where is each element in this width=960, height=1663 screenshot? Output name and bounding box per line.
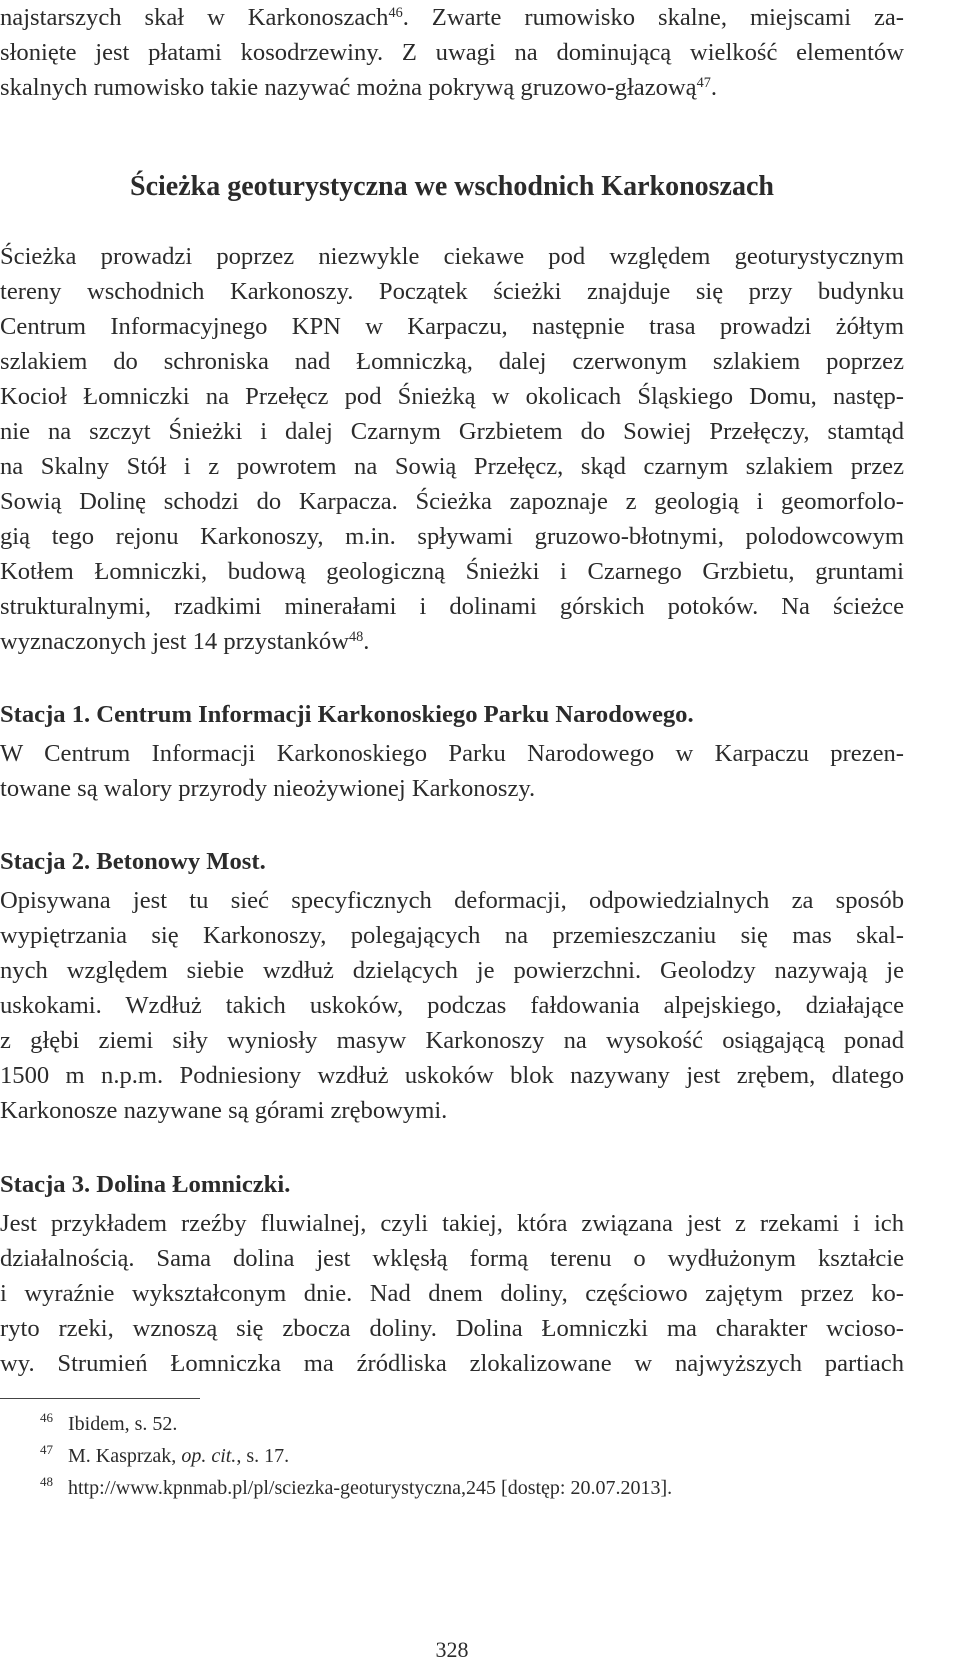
footnote-number: 46 [40, 1410, 53, 1425]
p1-line: Kotłem Łomniczki, budową geologiczną Śnieżki i Czarnego Grzbietu, gruntami [0, 558, 904, 585]
p1-line: na Skalny Stół i z powrotem na Sowią Przełęcz, skąd czarnym szlakiem przez [0, 453, 904, 480]
station-2-line: 1500 m n.p.m. Podniesiony wzdłuż uskoków blok nazywany jest zrębem, dlatego [0, 1062, 904, 1089]
p1-line: gią tego rejonu Karkonoszy, m.in. spływami gruzowo-błotnymi, polodowcowym [0, 523, 904, 550]
p1-line: Centrum Informacyjnego KPN w Karpaczu, następnie trasa prowadzi żółtym [0, 313, 904, 340]
p1-line: Kocioł Łomniczki na Przełęcz pod Śnieżką w okolicach Śląskiego Domu, następ- [0, 383, 904, 410]
station-2-line: Opisywana jest tu sieć specyficznych deformacji, odpowiedzialnych za sposób [0, 887, 904, 914]
footnote-ref-48[interactable]: 48 [348, 629, 364, 646]
intro-line-2: słonięte jest płatami kosodrzewiny. Z uwagi na dominującą wielkość elementów [0, 39, 904, 66]
station-3-title: Stacja 3. Dolina Łomniczki. [0, 1171, 291, 1198]
footnote-separator [0, 1398, 200, 1399]
station-3-line: wy. Strumień Łomniczka ma źródliska zlokalizowane w najwyższych partiach [0, 1350, 904, 1377]
station-1-line: W Centrum Informacji Karkonoskiego Parku Narodowego w Karpaczu prezen- [0, 740, 904, 767]
p1-last-line: wyznaczonych jest 14 przystanków$^{48}$. [0, 628, 370, 655]
p1-line: szlakiem do schroniska nad Łomniczką, dalej czerwonym szlakiem poprzez [0, 348, 904, 375]
footnote-ref-46[interactable]: 46 [388, 5, 403, 22]
p1-line: Ścieżka prowadzi poprzez niezwykle ciekawe pod względem geoturystycznym [0, 243, 904, 270]
section-title: Ścieżka geoturystyczna we wschodnich Karkonoszach [130, 171, 774, 202]
footnote-ref-47[interactable]: 47 [696, 75, 711, 92]
page-number: 328 [435, 1637, 469, 1662]
intro-line-3: skalnych rumowisko takie nazywać można pokrywą gruzowo-głazową$^{47}$. [0, 74, 717, 101]
p1-line: Sowią Dolinę schodzi do Karpacza. Ścieżka zapoznaje z geologią i geomorfolo- [0, 488, 904, 515]
station-2-line: wypiętrzania się Karkonoszy, polegających na przemieszczaniu się mas skal- [0, 922, 904, 949]
station-2-line: Karkonosze nazywane są górami zrębowymi. [0, 1097, 448, 1124]
station-2-line: uskokami. Wzdłuż takich uskoków, podczas fałdowania alpejskiego, działające [0, 992, 904, 1019]
station-3-line: działalnością. Sama dolina jest wklęsłą formą terenu o wydłużonym kształcie [0, 1245, 904, 1272]
station-1-title: Stacja 1. Centrum Informacji Karkonoskiego Parku Narodowego. [0, 701, 694, 728]
station-3-line: ryto rzeki, wznoszą się zbocza doliny. Dolina Łomniczki ma charakter wcioso- [0, 1315, 904, 1342]
footnote-link[interactable]: http://www.kpnmab.pl/pl/sciezka-geoturystyczna,245 [dostęp: 20.07.2013]. [68, 1477, 673, 1499]
station-2-title: Stacja 2. Betonowy Most. [0, 848, 266, 875]
footnote-number: 47 [40, 1442, 53, 1457]
station-2-line: nych względem siebie wzdłuż dzielących je powierzchni. Geolodzy nazywają je [0, 957, 904, 984]
footnote-text: Ibidem, s. 52. [68, 1413, 178, 1435]
footnote-text: M. Kasprzak, op. cit., s. 17. [68, 1445, 290, 1467]
station-1-line: towane są walory przyrody nieożywionej Karkonoszy. [0, 775, 536, 802]
p1-line: nie na szczyt Śnieżki i dalej Czarnym Grzbietem do Sowiej Przełęczy, stamtąd [0, 418, 904, 445]
intro-line-1: najstarszych skał w Karkonoszach$^{46}$. Zwarte rumowisko skalne, miejscami za- [0, 4, 904, 31]
station-3-line: Jest przykładem rzeźby fluwialnej, czyli takiej, która związana jest z rzekami i ich [0, 1210, 904, 1237]
station-3-line: i wyraźnie wykształconym dnie. Nad dnem doliny, częściowo zajętym przez ko- [0, 1280, 904, 1307]
p1-line: tereny wschodnich Karkonoszy. Początek ścieżki znajduje się przy budynku [0, 278, 904, 305]
station-2-line: z głębi ziemi siły wyniosły masyw Karkonoszy na wysokość osiągającą ponad [0, 1027, 904, 1054]
p1-line: strukturalnymi, rzadkimi minerałami i dolinami górskich potoków. Na ścieżce [0, 593, 904, 620]
footnote-number: 48 [40, 1474, 53, 1489]
